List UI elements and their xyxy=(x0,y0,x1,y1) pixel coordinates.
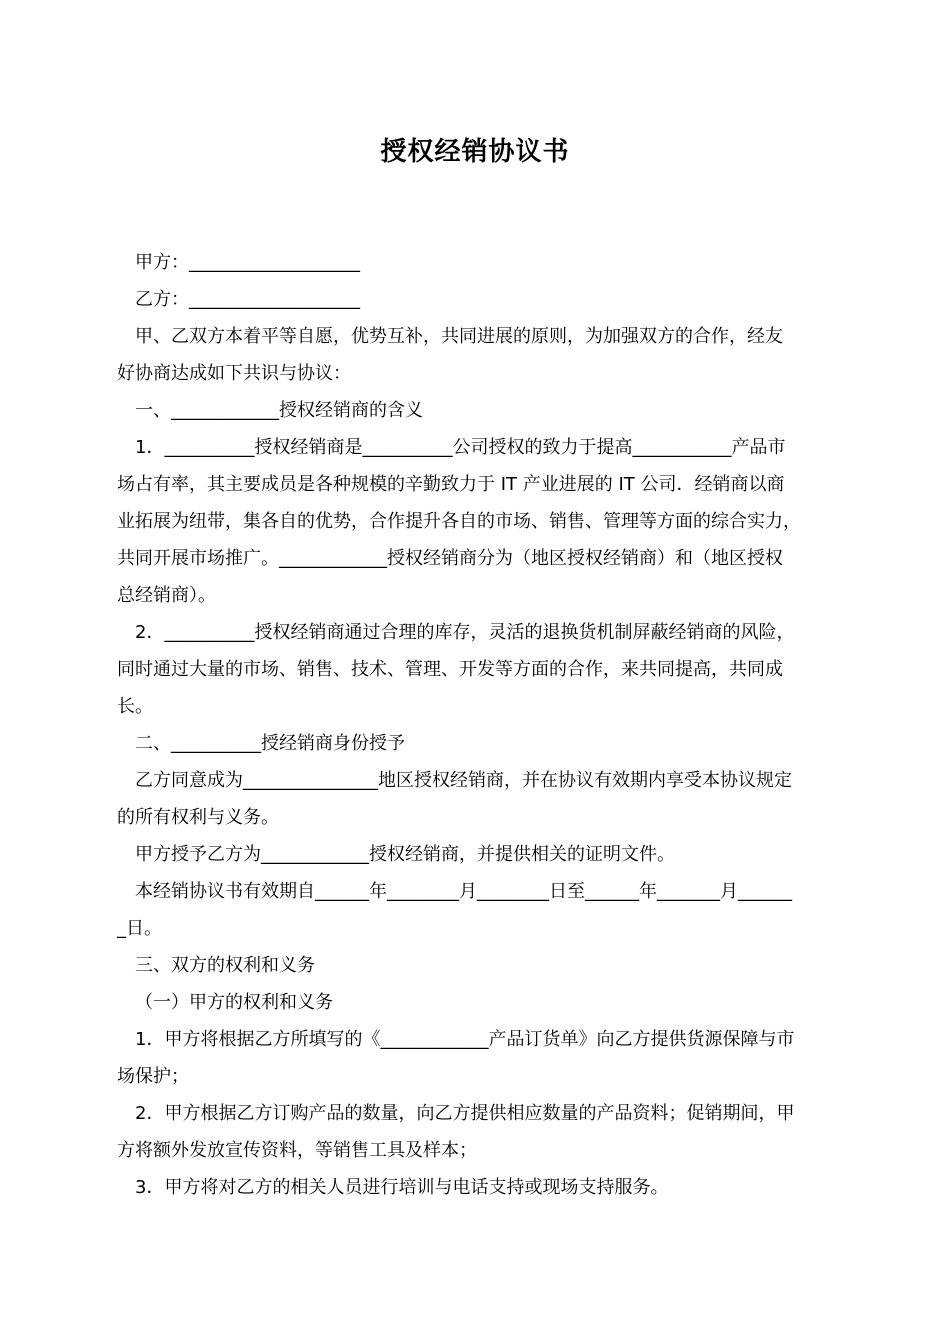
section-2-para-1-line-1: 乙方同意成为_______________地区授权经销商，并在协议有效期内享受本协议规定 xyxy=(135,770,792,791)
validity-line-2: _日。 xyxy=(117,918,162,939)
clause-3-1-line-2: 场保护； xyxy=(117,1066,189,1087)
section-3-subheading-1: （一）甲方的权利和义务 xyxy=(135,992,333,1013)
section-2-para-1-line-2: 的所有权利与义务。 xyxy=(117,807,279,828)
document-title: 授权经销协议书 xyxy=(380,137,570,167)
clause-3-2-line-2: 方将额外发放宣传资料，等销售工具及样本； xyxy=(117,1140,477,1161)
clause-3-3-line-1: 3．甲方将对乙方的相关人员进行培训与电话支持或现场支持服务。 xyxy=(135,1177,669,1198)
clause-1-1-line-5: 总经销商）。 xyxy=(117,585,216,606)
clause-1-1-line-3: 业拓展为纽带，集各自的优势，合作提升各自的市场、销售、管理等方面的综合实力， xyxy=(117,511,801,532)
section-1-heading: 一、____________授权经销商的含义 xyxy=(135,400,423,421)
validity-line-1: 本经销协议书有效期自______年________月________日至______年_______月______ xyxy=(135,881,792,902)
party-b-line: 乙方：___________________ xyxy=(135,289,360,310)
preamble-line-1: 甲、乙双方本着平等自愿，优势互补，共同进展的原则，为加强双方的合作，经友 xyxy=(135,326,783,347)
clause-1-2-line-2: 同时通过大量的市场、销售、技术、管理、开发等方面的合作，来共同提高，共同成 xyxy=(117,659,783,680)
clause-1-1-line-2: 场占有率，其主要成员是各种规模的辛勤致力于 IT 产业进展的 IT 公司．经销商以商 xyxy=(117,474,785,495)
clause-3-1-line-1: 1．甲方将根据乙方所填写的《____________产品订货单》向乙方提供货源保障与市 xyxy=(135,1029,795,1050)
clause-1-2-line-1: 2．__________授权经销商通过合理的库存，灵活的退换货机制屏蔽经销商的风险， xyxy=(135,622,795,643)
clause-1-2-line-3: 长。 xyxy=(117,696,153,717)
section-3-heading: 三、双方的权利和义务 xyxy=(135,955,315,976)
clause-1-1-line-1: 1．__________授权经销商是__________公司授权的致力于提高___________产品市 xyxy=(135,437,786,458)
section-2-para-2: 甲方授予乙方为____________授权经销商，并提供相关的证明文件。 xyxy=(135,844,675,865)
preamble-line-2: 好协商达成如下共识与协议： xyxy=(117,363,351,384)
party-a-line: 甲方：___________________ xyxy=(135,252,360,273)
clause-1-1-line-4: 共同开展市场推广。____________授权经销商分为（地区授权经销商）和（地区授权 xyxy=(117,548,783,569)
clause-3-2-line-1: 2．甲方根据乙方订购产品的数量，向乙方提供相应数量的产品资料；促销期间，甲 xyxy=(135,1103,795,1124)
section-2-heading: 二、__________授经销商身份授予 xyxy=(135,733,405,754)
document-body xyxy=(117,244,837,1206)
